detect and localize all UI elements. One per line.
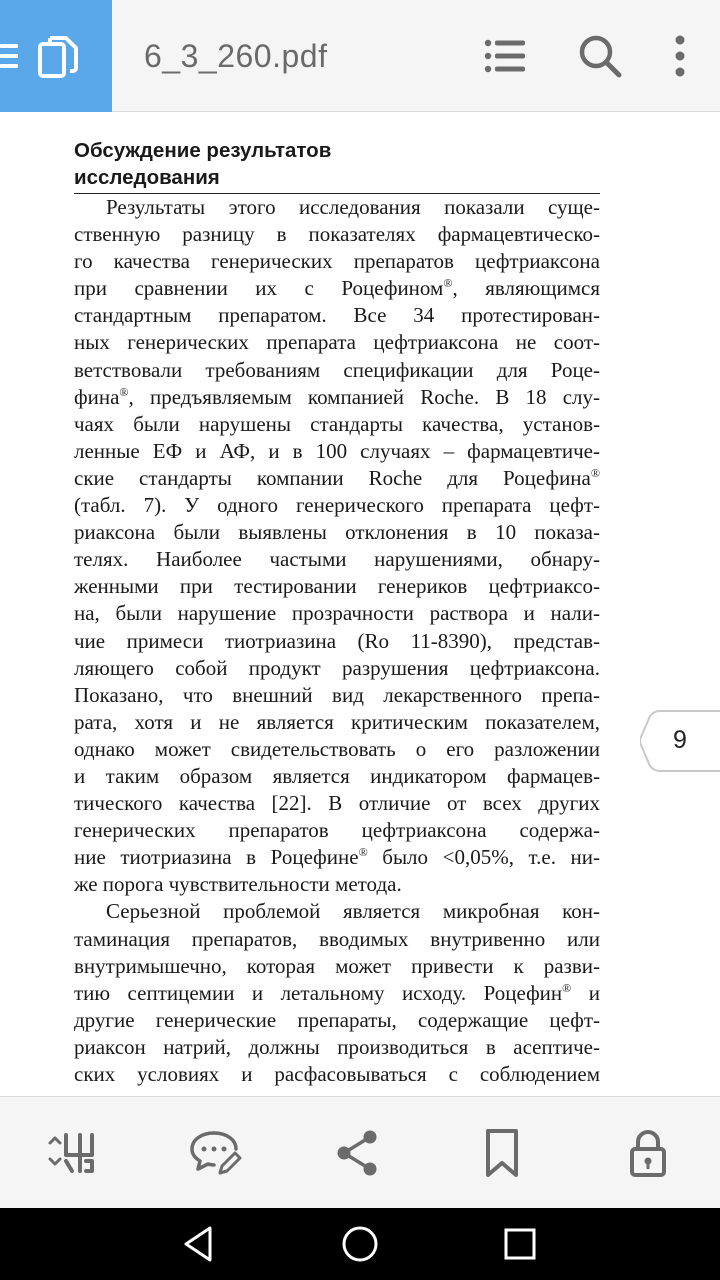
recents-icon[interactable] [500,1224,540,1264]
menu-icon [0,44,18,68]
document-body [74,194,600,1088]
text-line: на, были нарушение прозрачности раствора и нали- [74,601,600,626]
documents-icon [36,34,80,80]
text-line: Результаты этого исследования показали суще- [106,195,600,219]
text-line: ские стандарты компании Roche для Роцефина® [74,465,600,490]
text-line: однако может свидетельствовать о его разложении [74,736,600,761]
top-toolbar [0,0,720,112]
bookmark-icon[interactable] [474,1125,530,1181]
share-icon[interactable] [330,1125,386,1181]
outline-list-icon[interactable] [483,34,527,78]
lock-icon[interactable] [620,1125,676,1181]
search-icon[interactable] [578,34,622,78]
text-line: стандартным препаратом. Все 34 протестирован- [74,303,600,328]
document-title: 6_3_260.pdf [144,38,328,74]
text-line: риаксона были выявлены отклонения в 10 показа- [74,520,600,545]
text-line: телях. Наиболее частыми нарушениями, обнару- [74,547,600,572]
text-line: ственную разницу в показателях фармацевтическо- [74,222,600,247]
back-icon[interactable] [180,1224,220,1264]
text-line: фина®, предъявляемым компанией Roche. В 18 слу- [74,384,600,409]
text-line: ние тиотриазина в Роцефине® было <0,05%, т.е. ни- [74,845,600,870]
text-line: Показано, что внешний вид лекарственного препа- [74,682,600,707]
text-line: таминация препаратов, вводимых внутривенно или [74,926,600,951]
text-line: риаксон натрий, должны производиться в асептиче- [74,1034,600,1059]
text-line: Серьезной проблемой является микробная кон- [106,899,600,924]
more-vert-icon[interactable] [658,34,702,78]
system-navigation-bar [0,1208,720,1280]
text-line: ветствовали требованиям спецификации для Роце- [74,357,600,382]
text-line: тию септицемии и летальному исходу. Роцефин® и [74,980,600,1005]
page-number: 9 [673,726,687,754]
text-line: внутримышечно, которая может привести к разви- [74,953,600,978]
home-icon[interactable] [340,1224,380,1264]
text-line: ских условиях и расфасовываться с соблюдением [74,1062,600,1086]
text-line: ных генерических препарата цефтриаксона не соот- [74,330,600,355]
text-line: другие генерические препараты, содержащие цефт- [74,1007,600,1032]
text-line: ленные ЕФ и АФ, и в 100 случаях – фармацевтиче- [74,438,600,463]
text-line: (табл. 7). У одного генерического препарата цефт- [74,493,600,518]
text-line: ляющего собой продукт разрушения цефтриаксона. [74,655,600,680]
reflow-icon[interactable] [44,1125,100,1181]
comment-edit-icon[interactable] [188,1125,244,1181]
text-line: тического качества [22]. В отличие от всех других [74,791,600,816]
text-line: чаях были нарушены стандарты качества, установ- [74,411,600,436]
text-line: и таким образом является индикатором фармацев- [74,763,600,788]
text-line: при сравнении их с Роцефином®, являющимся [74,276,600,301]
text-line: женными при тестировании генериков цефтриаксо- [74,574,600,599]
section-heading [74,137,600,194]
heading-line: Обсуждение результатов [74,139,332,162]
bottom-toolbar [0,1096,720,1208]
heading-line: исследования [74,166,220,189]
document-list-button[interactable] [0,0,112,112]
text-line: го качества генерических препаратов цефтриаксона [74,249,600,274]
pdf-page-view[interactable] [0,113,720,1096]
text-line: генерических препаратов цефтриаксона содержа- [74,818,600,843]
text-line: чие примеси тиотриазина (Ro 11-8390), представ- [74,628,600,653]
text-line: же порога чувствительности метода. [74,872,402,897]
text-line: рата, хотя и не является критическим показателем, [74,709,600,734]
